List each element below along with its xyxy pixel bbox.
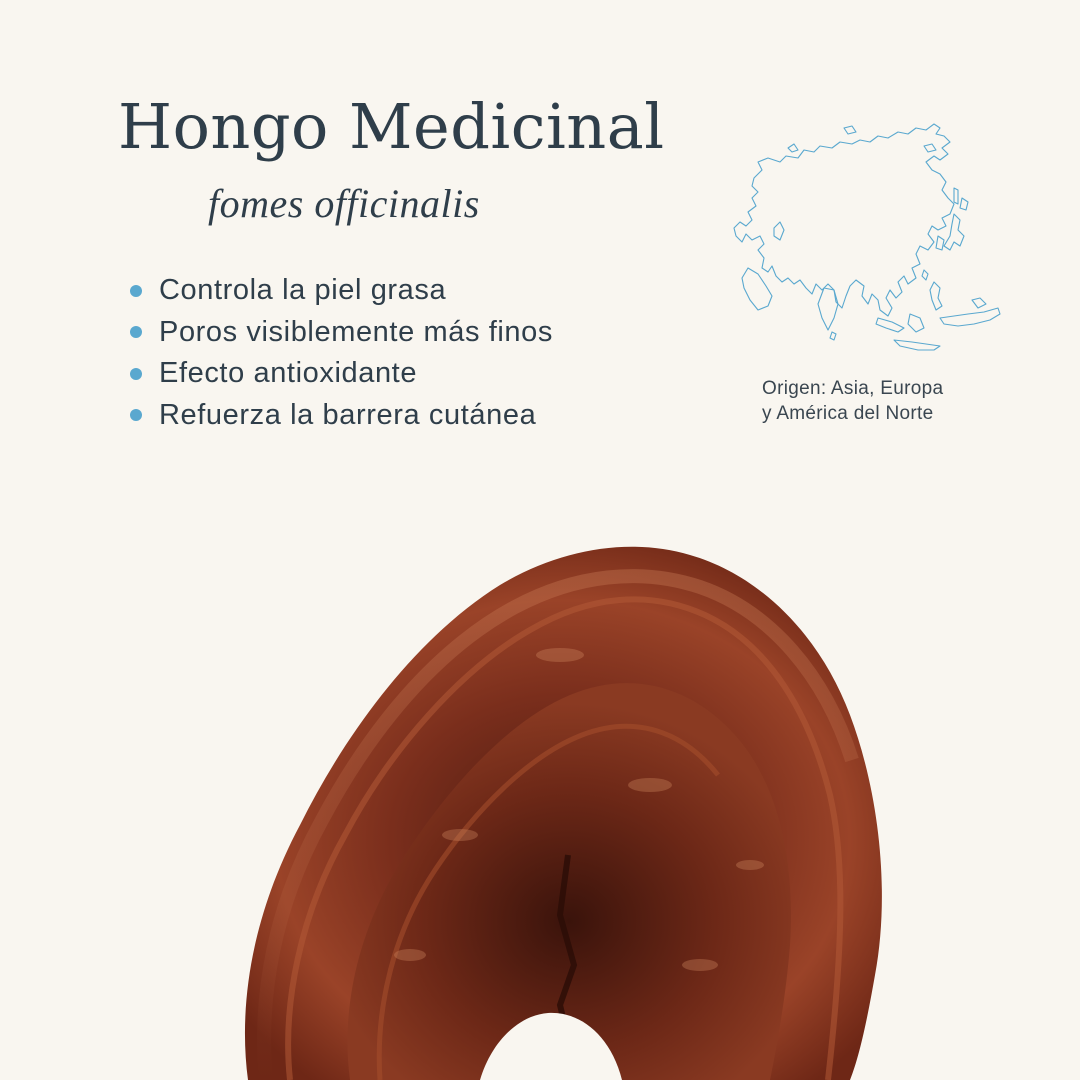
asia-map-icon [728, 118, 1006, 358]
dot-bullet-icon [130, 368, 142, 380]
list-item [130, 270, 553, 312]
benefit-text: Poros visiblemente más finos [159, 315, 553, 348]
list-item [130, 312, 553, 354]
benefit-text: Controla la piel grasa [159, 274, 447, 307]
origin-line-1: Origen: Asia, Europa [762, 378, 944, 399]
origin-caption [762, 376, 943, 426]
scientific-name: fomes officinalis [208, 181, 480, 226]
benefits-list [130, 270, 553, 436]
list-item [130, 353, 553, 395]
list-item [130, 395, 553, 437]
mushroom-illustration [230, 535, 890, 1080]
dot-bullet-icon [130, 326, 142, 338]
origin-line-2: y América del Norte [762, 403, 934, 424]
benefit-text: Efecto antioxidante [159, 357, 418, 390]
benefit-text: Refuerza la barrera cutánea [159, 398, 537, 431]
page-title: Hongo Medicinal [118, 90, 665, 163]
dot-bullet-icon [130, 409, 142, 421]
dot-bullet-icon [130, 285, 142, 297]
